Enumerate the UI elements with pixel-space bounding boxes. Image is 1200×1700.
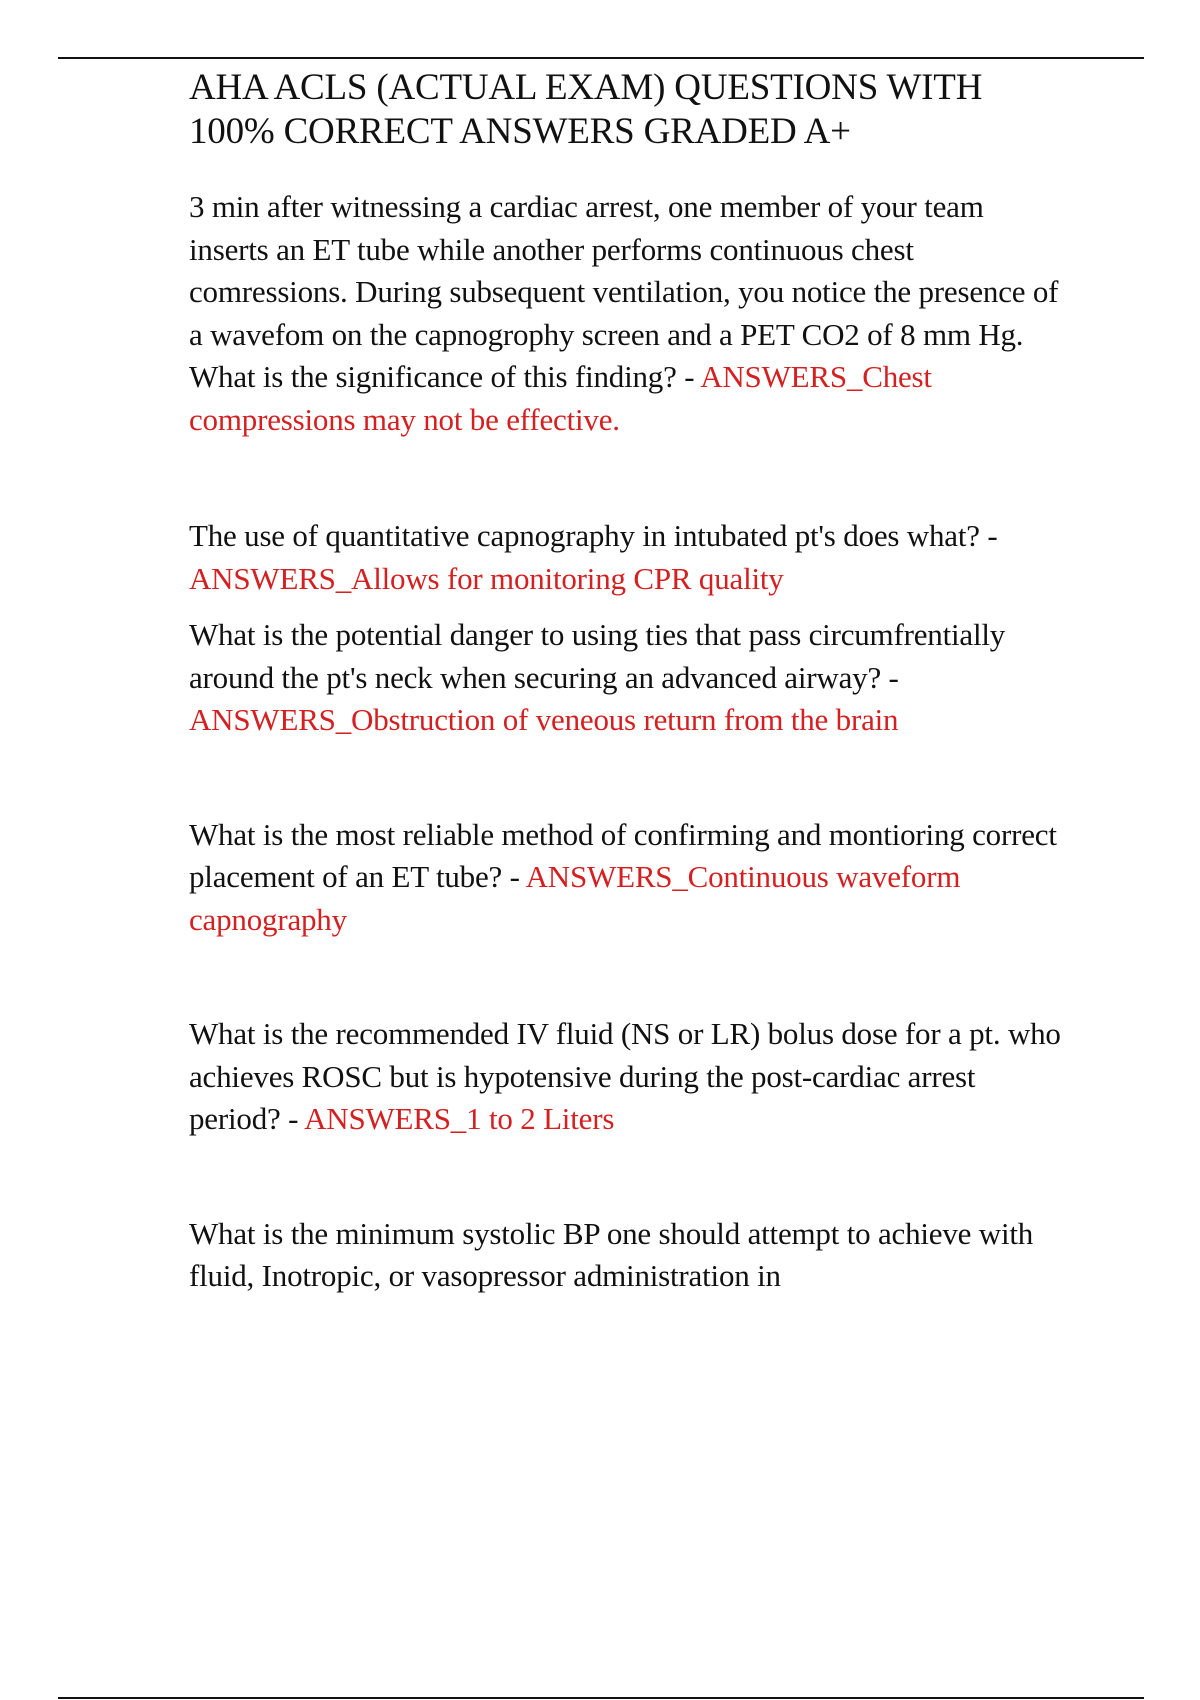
document-title: AHA ACLS (ACTUAL EXAM) QUESTIONS WITH 100% CORRECT ANSWERS GRADED A+ (189, 67, 983, 152)
question-text: 3 min after witnessing a cardiac arrest, one member of your team inserts an ET tube while another performs continuous chest comressions. During subsequent ventilation, you notice the presence of a wavefom on the capnogrophy screen and a PET CO2 of 8 mm Hg. What is the significance of this finding? - (189, 189, 1059, 394)
question-text: What is the minimum systolic BP one should attempt to achieve with fluid, Inotropic, or vasopressor administration in (189, 1215, 1034, 1293)
question-text: What is the potential danger to using ties that pass circumfrentially around the pt's neck when securing an advanced airway? - (189, 617, 1006, 695)
answer-text: ANSWERS_Chest compressions may not be effective. (189, 359, 932, 437)
answer-text: ANSWERS_Allows for monitoring CPR quality (189, 560, 784, 596)
answer-text: ANSWERS_Obstruction of veneous return from the brain (189, 702, 899, 737)
qa-item-1 (189, 186, 1069, 441)
qa-item-6 (189, 1213, 1069, 1298)
qa-item-5 (189, 1013, 1069, 1141)
top-rule (58, 57, 1144, 59)
answer-text: ANSWERS_1 to 2 Liters (304, 1101, 615, 1136)
qa-item-4 (189, 814, 1069, 942)
question-text: What is the recommended IV fluid (NS or LR) bolus dose for a pt. who achieves ROSC but is hypotensive during the post-cardiac arrest period? - (189, 1016, 1061, 1136)
document-page (189, 66, 1069, 1298)
question-text: The use of quantitative capnography in intubated pt's does what? - (189, 518, 998, 553)
qa-item-2 (189, 515, 1069, 600)
question-text: What is the most reliable method of confirming and montioring correct placement of an ET tube? - (189, 816, 1057, 894)
qa-item-3 (189, 614, 1069, 742)
answer-text: ANSWERS_Continuous waveform capnography (189, 859, 961, 937)
bottom-rule (58, 1697, 1144, 1699)
